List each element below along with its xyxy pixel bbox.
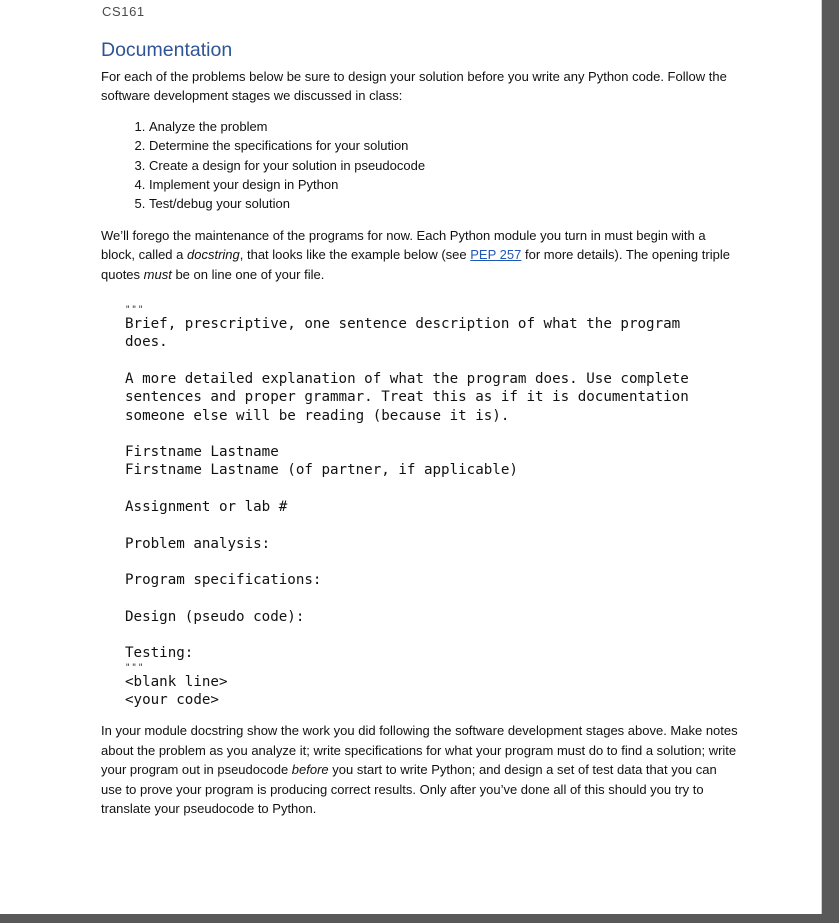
page-content [101,37,741,818]
emphasis-before: before [291,762,329,778]
code-line: Testing: [125,645,194,662]
docstring-example [125,305,741,709]
pep257-link[interactable]: PEP 257 [470,247,522,263]
code-line: does. [125,334,168,351]
section-heading: Documentation [101,39,233,61]
emphasis-must: must [143,266,172,282]
code-line: <blank line> [125,673,228,690]
outro-paragraph: In your module docstring show the work you did following the software development stages above. Make notes about the problem as you analyze it; write specifications for what your program must do to find a solution; write your program out in pseudocode before you start to write Python; and design a set of test data that you can use to prove your program is producing correct results. Only after you’ve done all of this should you try to translate your pseudocode to Python. [101,723,738,816]
list-item: 3. Create a design for your solution in pseudocode [149,156,741,175]
close-triple-quotes: """ [125,662,145,673]
docstring-term: docstring [187,247,240,263]
list-item: 1. Analyze the problem [149,117,741,136]
code-line: <your code> [125,692,219,708]
list-item: 4. Implement your design in Python [149,175,741,194]
open-triple-quotes: """ [125,305,145,316]
code-line: sentences and proper grammar. Treat this as if it is documentation [125,389,689,406]
code-line: Program specifications: [125,572,322,589]
code-line: Firstname Lastname (of partner, if applicable) [125,462,518,479]
code-line: Design (pseudo code): [125,608,305,625]
code-line: Brief, prescriptive, one sentence description of what the program [125,316,681,333]
code-line: Assignment or lab # [125,499,288,516]
code-line: someone else will be reading (because it is). [125,407,510,424]
page-header: CS161 [102,4,145,19]
stages-list [101,117,741,214]
code-line: A more detailed explanation of what the program does. Use complete [125,370,689,387]
code-line: Firstname Lastname [125,444,279,461]
intro-paragraph: For each of the problems below be sure to design your solution before you write any Python code. Follow the software development stages we discussed in class: [101,69,727,104]
list-item: 2. Determine the specifications for your solution [149,136,741,155]
code-line: Problem analysis: [125,535,271,552]
docstring-paragraph: We’ll forego the maintenance of the programs for now. Each Python module you turn in must begin with a block, called a docstring, that looks like the example below (see PEP 257 for more details). The opening triple quotes must be on line one of your file. [101,227,730,282]
list-item: 5. Test/debug your solution [149,194,741,213]
